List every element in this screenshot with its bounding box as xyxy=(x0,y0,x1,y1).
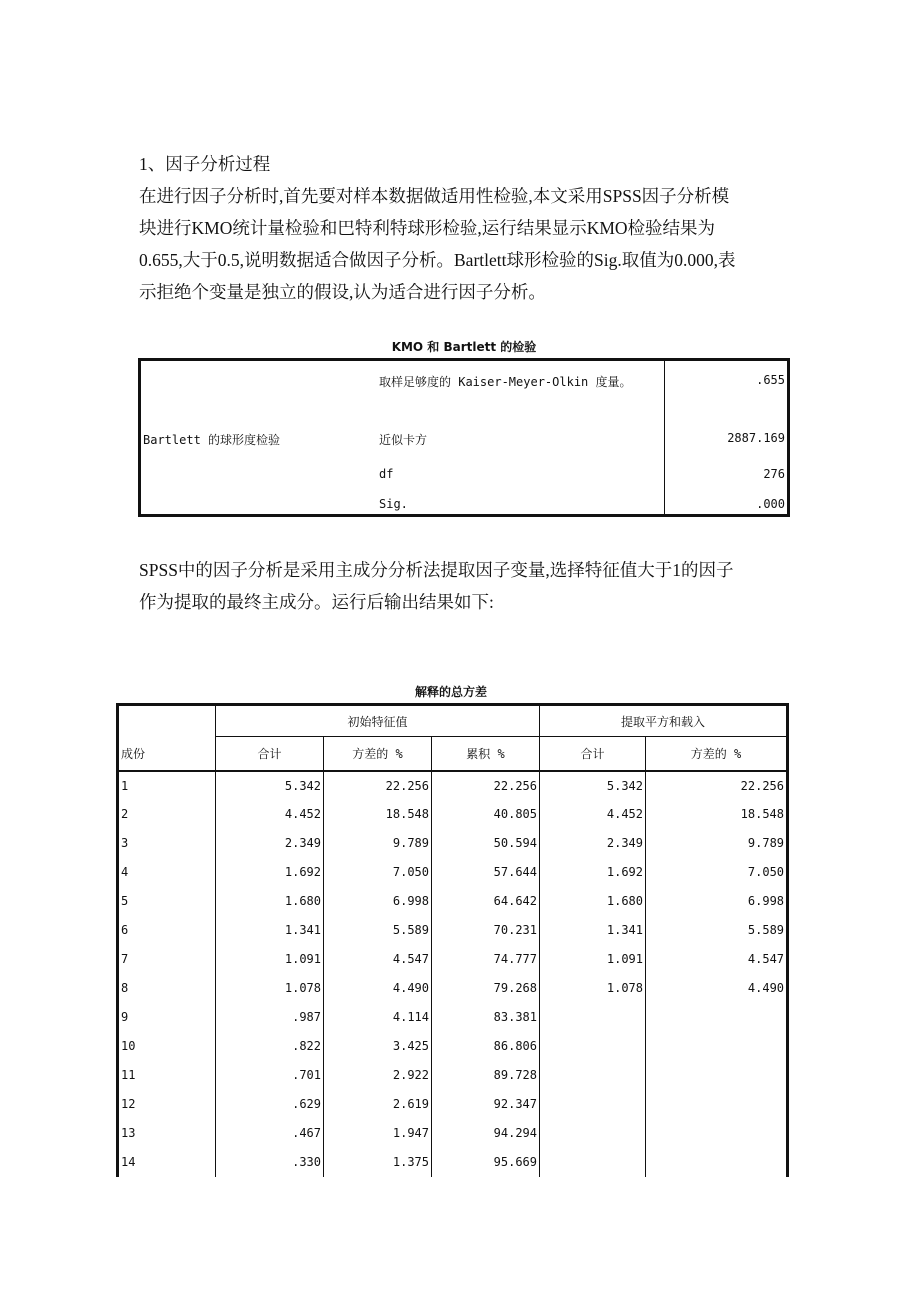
table-row xyxy=(118,945,788,974)
total-cell: .330 xyxy=(216,1148,324,1177)
extract-variance-pct-cell: 7.050 xyxy=(646,858,788,887)
component-cell: 12 xyxy=(118,1090,216,1119)
kmo-table-divider xyxy=(664,361,665,514)
table-row xyxy=(118,1003,788,1032)
total-cell: .701 xyxy=(216,1061,324,1090)
cumulative-pct-cell: 95.669 xyxy=(432,1148,540,1177)
variance-pct-cell: 3.425 xyxy=(324,1032,432,1061)
table-row xyxy=(118,858,788,887)
kmo-table-caption: KMO 和 Bartlett 的检验 xyxy=(391,340,537,354)
table-row xyxy=(118,1119,788,1148)
extract-variance-pct-cell: 6.998 xyxy=(646,887,788,916)
cumulative-pct-cell: 22.256 xyxy=(432,771,540,800)
header-total: 合计 xyxy=(216,737,324,771)
header-extract-variance-pct: 方差的 % xyxy=(646,737,788,771)
intro-line: 示拒绝个变量是独立的假设,认为适合进行因子分析。 xyxy=(139,282,546,302)
table-row xyxy=(118,1148,788,1177)
extract-variance-pct-cell xyxy=(646,1119,788,1148)
extract-variance-pct-cell: 18.548 xyxy=(646,800,788,829)
variance-pct-cell: 2.922 xyxy=(324,1061,432,1090)
extract-total-cell: 4.452 xyxy=(540,800,646,829)
extract-variance-pct-cell: 4.547 xyxy=(646,945,788,974)
variance-table xyxy=(116,703,789,1177)
cumulative-pct-cell: 40.805 xyxy=(432,800,540,829)
table-row xyxy=(118,829,788,858)
extract-total-cell xyxy=(540,1032,646,1061)
df-label: df xyxy=(379,467,394,481)
header-initial-eigenvalues: 初始特征值 xyxy=(216,705,540,737)
header-extract-total: 合计 xyxy=(540,737,646,771)
table-row xyxy=(118,1090,788,1119)
intro-line: 在进行因子分析时,首先要对样本数据做适用性检验,本文采用SPSS因子分析模 xyxy=(139,186,730,206)
table-row xyxy=(118,1061,788,1090)
section-heading: 1、因子分析过程 xyxy=(139,154,271,174)
extract-variance-pct-cell xyxy=(646,1148,788,1177)
kmo-table xyxy=(138,358,790,517)
header-cumulative-pct: 累积 % xyxy=(432,737,540,771)
extract-variance-pct-cell: 5.589 xyxy=(646,916,788,945)
intro-line: 块进行KMO统计量检验和巴特利特球形检验,运行结果显示KMO检验结果为 xyxy=(139,218,716,238)
total-cell: 2.349 xyxy=(216,829,324,858)
extract-variance-pct-cell xyxy=(646,1090,788,1119)
cumulative-pct-cell: 94.294 xyxy=(432,1119,540,1148)
table-row xyxy=(118,887,788,916)
extract-total-cell: 1.341 xyxy=(540,916,646,945)
total-cell: .629 xyxy=(216,1090,324,1119)
total-cell: .987 xyxy=(216,1003,324,1032)
table-row xyxy=(118,974,788,1003)
component-cell: 5 xyxy=(118,887,216,916)
variance-pct-cell: 1.947 xyxy=(324,1119,432,1148)
total-cell: .822 xyxy=(216,1032,324,1061)
component-cell: 13 xyxy=(118,1119,216,1148)
extract-variance-pct-cell: 9.789 xyxy=(646,829,788,858)
total-cell: 4.452 xyxy=(216,800,324,829)
middle-paragraph xyxy=(139,554,734,618)
extract-total-cell: 1.680 xyxy=(540,887,646,916)
table-row xyxy=(118,771,788,800)
cumulative-pct-cell: 74.777 xyxy=(432,945,540,974)
extract-variance-pct-cell: 22.256 xyxy=(646,771,788,800)
variance-pct-cell: 1.375 xyxy=(324,1148,432,1177)
header-row-columns xyxy=(118,737,788,771)
component-cell: 1 xyxy=(118,771,216,800)
bartlett-label: Bartlett 的球形度检验 xyxy=(143,433,281,447)
middle-line: 作为提取的最终主成分。运行后输出结果如下: xyxy=(139,592,494,612)
sig-label: Sig. xyxy=(379,497,408,511)
component-cell: 8 xyxy=(118,974,216,1003)
header-variance-pct: 方差的 % xyxy=(324,737,432,771)
total-cell: .467 xyxy=(216,1119,324,1148)
intro-paragraph xyxy=(139,148,735,308)
component-cell: 6 xyxy=(118,916,216,945)
extract-total-cell xyxy=(540,1090,646,1119)
component-cell: 2 xyxy=(118,800,216,829)
variance-pct-cell: 5.589 xyxy=(324,916,432,945)
sig-value: .000 xyxy=(756,497,785,511)
cumulative-pct-cell: 89.728 xyxy=(432,1061,540,1090)
cumulative-pct-cell: 86.806 xyxy=(432,1032,540,1061)
variance-pct-cell: 6.998 xyxy=(324,887,432,916)
cumulative-pct-cell: 64.642 xyxy=(432,887,540,916)
component-cell: 4 xyxy=(118,858,216,887)
chi-square-label: 近似卡方 xyxy=(379,433,428,447)
extract-total-cell xyxy=(540,1061,646,1090)
variance-pct-cell: 18.548 xyxy=(324,800,432,829)
component-cell: 11 xyxy=(118,1061,216,1090)
extract-total-cell xyxy=(540,1003,646,1032)
header-extraction-sums: 提取平方和载入 xyxy=(540,705,788,737)
extract-total-cell: 1.091 xyxy=(540,945,646,974)
df-value: 276 xyxy=(763,467,785,481)
variance-pct-cell: 4.114 xyxy=(324,1003,432,1032)
cumulative-pct-cell: 70.231 xyxy=(432,916,540,945)
cumulative-pct-cell: 79.268 xyxy=(432,974,540,1003)
variance-pct-cell: 4.547 xyxy=(324,945,432,974)
total-cell: 1.091 xyxy=(216,945,324,974)
cumulative-pct-cell: 83.381 xyxy=(432,1003,540,1032)
total-cell: 1.341 xyxy=(216,916,324,945)
variance-table-caption: 解释的总方差 xyxy=(414,685,487,699)
intro-line: 0.655,大于0.5,说明数据适合做因子分析。Bartlett球形检验的Sig.取值为0.000,表 xyxy=(139,250,736,270)
component-cell: 14 xyxy=(118,1148,216,1177)
kmo-measure-label: 取样足够度的 Kaiser-Meyer-Olkin 度量。 xyxy=(379,375,632,389)
total-cell: 1.680 xyxy=(216,887,324,916)
middle-line: SPSS中的因子分析是采用主成分分析法提取因子变量,选择特征值大于1的因子 xyxy=(139,560,734,580)
cumulative-pct-cell: 57.644 xyxy=(432,858,540,887)
extract-total-cell: 2.349 xyxy=(540,829,646,858)
table-row xyxy=(118,916,788,945)
component-cell: 10 xyxy=(118,1032,216,1061)
table-row xyxy=(118,800,788,829)
extract-total-cell xyxy=(540,1119,646,1148)
extract-total-cell xyxy=(540,1148,646,1177)
variance-pct-cell: 22.256 xyxy=(324,771,432,800)
total-cell: 1.078 xyxy=(216,974,324,1003)
extract-total-cell: 1.078 xyxy=(540,974,646,1003)
component-cell: 9 xyxy=(118,1003,216,1032)
extract-total-cell: 5.342 xyxy=(540,771,646,800)
total-cell: 5.342 xyxy=(216,771,324,800)
header-row-groups xyxy=(118,705,788,737)
extract-total-cell: 1.692 xyxy=(540,858,646,887)
cumulative-pct-cell: 50.594 xyxy=(432,829,540,858)
header-blank xyxy=(118,705,216,737)
variance-pct-cell: 4.490 xyxy=(324,974,432,1003)
component-cell: 7 xyxy=(118,945,216,974)
table-row xyxy=(118,1032,788,1061)
variance-pct-cell: 9.789 xyxy=(324,829,432,858)
chi-square-value: 2887.169 xyxy=(727,431,785,445)
variance-pct-cell: 2.619 xyxy=(324,1090,432,1119)
component-cell: 3 xyxy=(118,829,216,858)
extract-variance-pct-cell xyxy=(646,1003,788,1032)
total-cell: 1.692 xyxy=(216,858,324,887)
extract-variance-pct-cell: 4.490 xyxy=(646,974,788,1003)
header-component: 成份 xyxy=(118,737,216,771)
extract-variance-pct-cell xyxy=(646,1061,788,1090)
cumulative-pct-cell: 92.347 xyxy=(432,1090,540,1119)
extract-variance-pct-cell xyxy=(646,1032,788,1061)
variance-pct-cell: 7.050 xyxy=(324,858,432,887)
kmo-measure-value: .655 xyxy=(756,373,785,387)
